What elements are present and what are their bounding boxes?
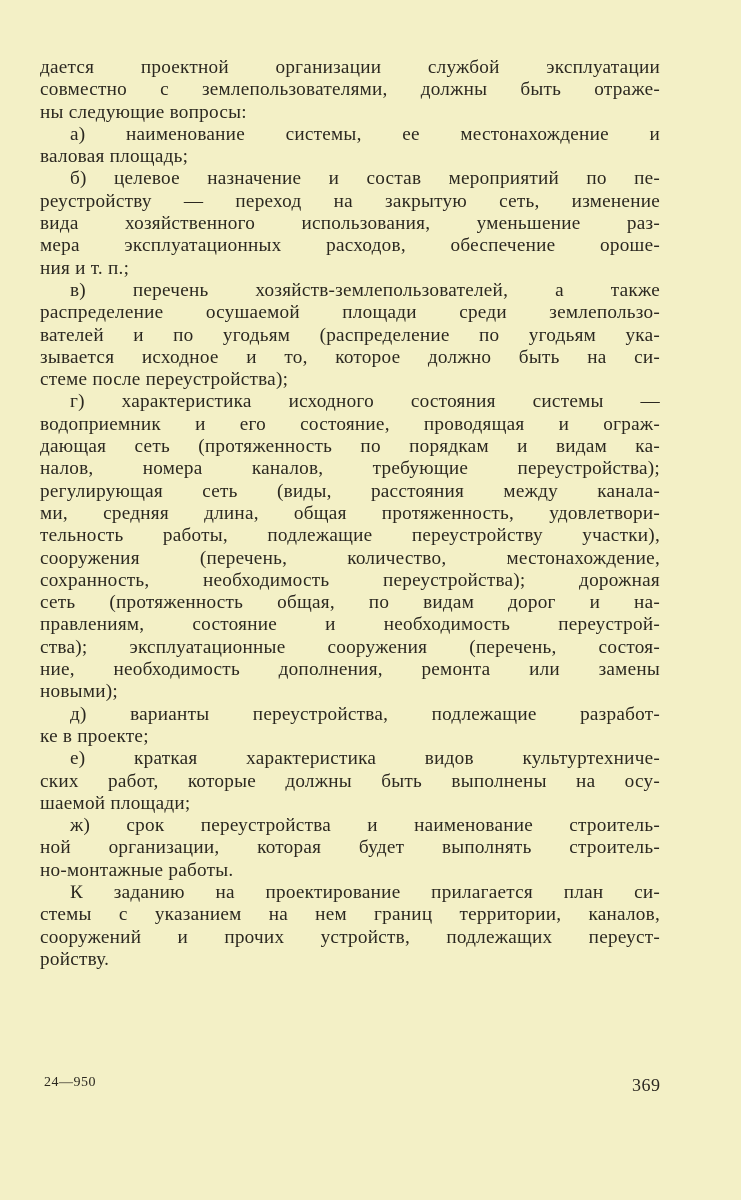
text-line: реустройству — переход на закрытую сеть, изменение <box>40 190 660 212</box>
text-line: стемы с указанием на нем границ территории, каналов, <box>40 904 660 926</box>
text-line: д) варианты переустройства, подлежащие разработ- <box>70 703 660 725</box>
text-line: дается проектной организации службой эксплуатации <box>40 57 660 78</box>
text-line: ной организации, которая будет выполнять строитель- <box>40 837 660 859</box>
text-line: сооружений и прочих устройств, подлежащих переуст- <box>40 926 660 948</box>
text-line: регулирующая сеть (виды, расстояния между канала- <box>40 480 660 502</box>
text-line: зывается исходное и то, которое должно быть на си- <box>40 346 660 368</box>
text-line: вида хозяйственного использования, уменьшение раз- <box>40 213 660 235</box>
text-line: валовая площадь; <box>40 146 189 168</box>
text-line: а) наименование системы, ее местонахождение и <box>70 123 660 145</box>
text-line: ства); эксплуатационные сооружения (перечень, состоя- <box>40 636 660 658</box>
text-line: водоприемник и его состояние, проводящая и ограж- <box>40 413 660 435</box>
text-line: ми, средняя длина, общая протяженность, удовлетвори- <box>40 502 660 524</box>
text-line: К заданию на проектирование прилагается план си- <box>70 881 660 903</box>
text-line: сооружения (перечень, количество, местонахождение, <box>40 547 660 569</box>
text-line: стеме после переустройства); <box>40 369 289 391</box>
text-line: ройству. <box>40 948 110 970</box>
text-line: ж) срок переустройства и наименование строитель- <box>70 815 660 837</box>
body-text <box>40 57 660 971</box>
text-line: мера эксплуатационных расходов, обеспечение ороше- <box>40 235 660 257</box>
text-line: сохранность, необходимость переустройства); дорожная <box>40 569 660 591</box>
text-lines <box>40 57 660 971</box>
text-line: в) перечень хозяйств-землепользователей, а также <box>70 279 660 301</box>
printer-signature: 24—950 <box>44 1075 96 1090</box>
text-line: ны следующие вопросы: <box>40 101 247 123</box>
text-line: ние, необходимость дополнения, ремонта или замены <box>40 659 660 681</box>
text-line: дающая сеть (протяженность по порядкам и видам ка- <box>40 436 660 458</box>
text-line: шаемой площади; <box>40 792 191 814</box>
text-line: но-монтажные работы. <box>40 859 234 881</box>
text-line: г) характеристика исходного состояния системы — <box>70 391 660 413</box>
text-line: тельность работы, подлежащие переустройству участки), <box>40 525 660 547</box>
text-line: ских работ, которые должны быть выполнены на осу- <box>40 770 660 792</box>
text-line: совместно с землепользователями, должны быть отраже- <box>40 79 660 101</box>
text-line: сеть (протяженность общая, по видам дорог и на- <box>40 592 660 614</box>
text-line: вателей и по угодьям (распределение по угодьям ука- <box>40 324 660 346</box>
text-line: б) целевое назначение и состав мероприятий по пе- <box>70 168 660 190</box>
text-line: ния и т. п.; <box>40 257 130 279</box>
text-line: е) краткая характеристика видов культуртехниче- <box>70 748 660 770</box>
text-line: ке в проекте; <box>40 725 149 747</box>
text-line: правлениям, состояние и необходимость переустрой- <box>40 614 660 636</box>
text-line: новыми); <box>40 681 118 703</box>
page-number: 369 <box>632 1075 661 1095</box>
text-line: распределение осушаемой площади среди землепользо- <box>40 302 660 324</box>
text-line: налов, номера каналов, требующие переустройства); <box>40 458 660 480</box>
